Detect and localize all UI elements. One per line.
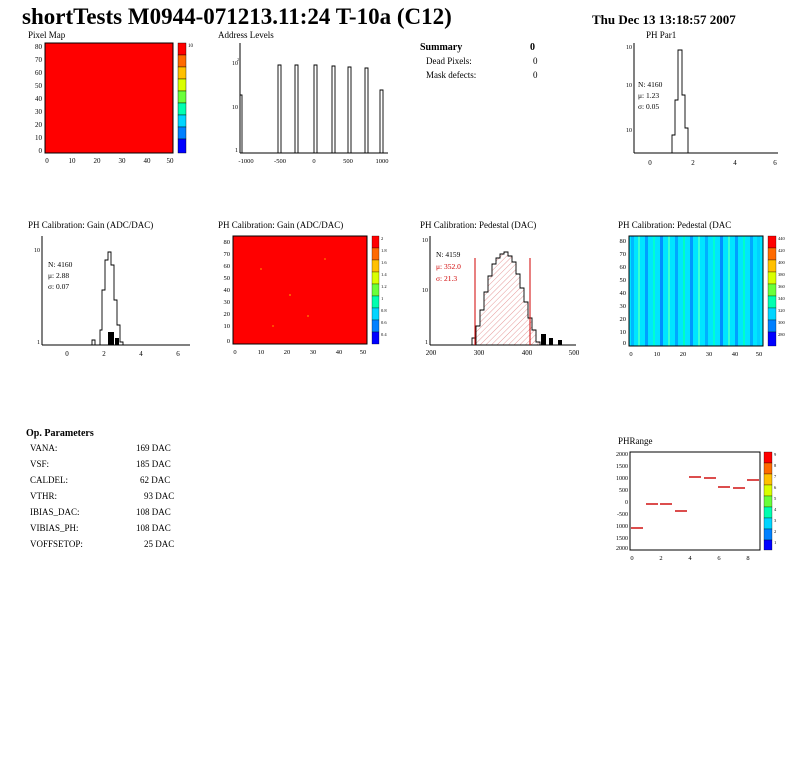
svg-text:1.6: 1.6	[381, 260, 387, 265]
svg-text:380: 380	[778, 272, 785, 277]
svg-text:0: 0	[622, 340, 626, 347]
param-label: VOFFSETOP:	[30, 539, 83, 549]
svg-text:4: 4	[774, 507, 777, 512]
svg-text:0: 0	[648, 159, 652, 167]
svg-text:6: 6	[774, 485, 777, 490]
svg-text:2: 2	[102, 350, 106, 358]
svg-text:1: 1	[425, 340, 428, 346]
svg-text:40: 40	[223, 287, 230, 294]
svg-text:30: 30	[223, 299, 230, 306]
page-title: shortTests M0944-071213.11:24 T-10a (C12)	[22, 4, 452, 29]
svg-text:280: 280	[778, 332, 785, 337]
chart-title: Pixel Map	[28, 30, 66, 40]
svg-text:50: 50	[755, 351, 763, 358]
svg-text:1: 1	[235, 148, 238, 154]
svg-text:10: 10	[626, 128, 632, 134]
summary-row-value: 0	[533, 56, 538, 66]
chart-pedestal-hist[interactable]	[408, 222, 588, 357]
svg-text:10: 10	[68, 157, 76, 165]
param-label: VSF:	[30, 459, 50, 469]
svg-text:-1000: -1000	[238, 158, 254, 165]
stat-sigma: σ: 21.3	[436, 274, 458, 283]
svg-text:30: 30	[35, 108, 42, 116]
svg-text:50: 50	[619, 277, 626, 284]
svg-text:1000: 1000	[616, 524, 628, 530]
op-parameters-block	[26, 428, 236, 555]
svg-text:10: 10	[653, 351, 661, 358]
svg-text:4: 4	[733, 159, 737, 167]
svg-text:50: 50	[359, 349, 367, 356]
svg-text:40: 40	[619, 290, 626, 297]
chart-gain-hist[interactable]	[22, 222, 198, 357]
svg-text:20: 20	[93, 157, 101, 165]
svg-text:40: 40	[335, 349, 343, 356]
svg-text:3: 3	[774, 518, 777, 523]
svg-text:20: 20	[619, 316, 626, 323]
svg-text:10: 10	[232, 105, 238, 111]
svg-text:500: 500	[568, 349, 580, 357]
stat-mu: μ: 352.0	[436, 262, 461, 271]
svg-text:10: 10	[619, 329, 626, 336]
svg-text:50: 50	[166, 157, 174, 165]
svg-text:10: 10	[188, 44, 193, 49]
svg-text:360: 360	[778, 284, 785, 289]
svg-text:60: 60	[619, 264, 626, 271]
param-value: 108 DAC	[136, 507, 171, 517]
chart-title: PH Par1	[646, 30, 677, 40]
svg-text:2: 2	[381, 236, 384, 241]
param-value: 25 DAC	[144, 539, 175, 549]
svg-text:1000: 1000	[616, 476, 628, 482]
summary-row-label: Mask defects:	[426, 70, 477, 80]
svg-text:440: 440	[778, 236, 785, 241]
svg-text:0.8: 0.8	[381, 308, 387, 313]
svg-text:1: 1	[774, 540, 777, 545]
svg-text:1.4: 1.4	[381, 272, 387, 277]
svg-text:70: 70	[35, 56, 42, 64]
svg-text:4: 4	[688, 555, 692, 562]
svg-text:1: 1	[381, 296, 384, 301]
param-value: 108 DAC	[136, 523, 171, 533]
svg-text:40: 40	[35, 95, 42, 103]
svg-text:0: 0	[233, 349, 237, 356]
svg-text:0: 0	[45, 157, 49, 165]
svg-text:420: 420	[778, 248, 785, 253]
svg-text:0: 0	[312, 158, 316, 165]
svg-text:30: 30	[705, 351, 713, 358]
svg-text:6: 6	[176, 350, 180, 358]
svg-text:30: 30	[619, 303, 626, 310]
svg-text:30: 30	[309, 349, 317, 356]
param-label: CALDEL:	[30, 475, 68, 485]
stat-sigma: σ: 0.07	[48, 282, 70, 291]
summary-row-label: Dead Pixels:	[426, 56, 472, 66]
op-parameters-heading: Op. Parameters	[26, 428, 94, 439]
svg-text:9: 9	[774, 452, 777, 457]
svg-text:1000: 1000	[375, 158, 389, 165]
svg-text:1: 1	[37, 340, 40, 346]
summary-heading: Summary	[420, 42, 463, 53]
svg-text:8: 8	[774, 463, 777, 468]
svg-text:1500: 1500	[616, 536, 628, 542]
svg-text:320: 320	[778, 308, 785, 313]
svg-text:0.6: 0.6	[381, 320, 387, 325]
svg-text:4: 4	[139, 350, 143, 358]
svg-text:10: 10	[626, 45, 632, 51]
svg-text:6: 6	[717, 555, 721, 562]
svg-text:0.4: 0.4	[381, 332, 387, 337]
param-value: 93 DAC	[144, 491, 175, 501]
chart-title: PH Calibration: Gain (ADC/DAC)	[218, 220, 344, 230]
svg-text:1500: 1500	[616, 464, 628, 470]
svg-text:70: 70	[619, 251, 626, 258]
svg-text:2: 2	[237, 57, 239, 62]
svg-text:8: 8	[746, 555, 750, 562]
svg-text:1.2: 1.2	[381, 284, 387, 289]
svg-text:2: 2	[774, 529, 777, 534]
svg-text:20: 20	[283, 349, 291, 356]
svg-text:80: 80	[619, 238, 626, 245]
summary-heading-value: 0	[530, 42, 535, 53]
svg-text:400: 400	[521, 349, 533, 357]
chart-title: PHRange	[618, 436, 653, 446]
svg-text:0: 0	[65, 350, 69, 358]
stat-n: N: 4160	[638, 80, 663, 89]
param-label: VANA:	[30, 443, 58, 453]
svg-text:20: 20	[35, 121, 42, 129]
svg-text:2000: 2000	[616, 546, 628, 552]
svg-text:500: 500	[619, 488, 628, 494]
stat-mu: μ: 1.23	[638, 91, 660, 100]
svg-text:300: 300	[778, 320, 785, 325]
chart-ph-par1[interactable]	[616, 30, 786, 167]
chart-title: Address Levels	[218, 30, 274, 40]
svg-text:70: 70	[223, 251, 230, 258]
param-value: 185 DAC	[136, 459, 171, 469]
chart-title: PH Calibration: Gain (ADC/DAC)	[28, 220, 154, 230]
svg-text:0: 0	[625, 500, 628, 506]
svg-text:2: 2	[691, 159, 695, 167]
svg-text:10: 10	[422, 238, 428, 244]
svg-text:40: 40	[731, 351, 739, 358]
svg-text:2: 2	[659, 555, 663, 562]
chart-pedestal-map[interactable]	[604, 222, 796, 357]
svg-text:10: 10	[223, 323, 230, 330]
svg-text:50: 50	[223, 275, 230, 282]
svg-text:7: 7	[774, 474, 777, 479]
svg-text:10: 10	[626, 83, 632, 89]
svg-text:80: 80	[223, 239, 230, 246]
svg-text:5: 5	[774, 496, 777, 501]
svg-text:20: 20	[679, 351, 687, 358]
stat-sigma: σ: 0.05	[638, 102, 660, 111]
svg-text:10: 10	[232, 61, 238, 67]
chart-title: PH Calibration: Pedestal (DAC	[618, 220, 732, 230]
svg-text:0: 0	[38, 147, 42, 155]
svg-text:-500: -500	[617, 512, 628, 518]
svg-text:30: 30	[118, 157, 126, 165]
svg-text:20: 20	[223, 311, 230, 318]
stat-mu: μ: 2.88	[48, 271, 70, 280]
chart-gain-map[interactable]	[212, 222, 392, 357]
svg-text:2000: 2000	[616, 452, 628, 458]
svg-text:400: 400	[778, 260, 785, 265]
param-value: 62 DAC	[140, 475, 171, 485]
param-value: 169 DAC	[136, 443, 171, 453]
param-label: IBIAS_DAC:	[30, 507, 80, 517]
chart-ph-range[interactable]	[604, 436, 796, 562]
chart-pixel-map[interactable]	[26, 30, 196, 165]
svg-text:80: 80	[35, 43, 42, 51]
svg-text:340: 340	[778, 296, 785, 301]
svg-text:300: 300	[473, 349, 485, 357]
param-label: VTHR:	[30, 491, 57, 501]
chart-address-levels[interactable]	[218, 30, 398, 165]
timestamp: Thu Dec 13 13:18:57 2007	[592, 12, 736, 27]
svg-text:10: 10	[34, 248, 40, 254]
svg-text:50: 50	[35, 82, 42, 90]
svg-text:0: 0	[629, 351, 633, 358]
svg-text:10: 10	[257, 349, 265, 356]
svg-text:40: 40	[143, 157, 151, 165]
summary-block	[420, 42, 550, 84]
svg-text:60: 60	[35, 69, 42, 77]
svg-text:10: 10	[422, 288, 428, 294]
param-label: VIBIAS_PH:	[30, 523, 79, 533]
stat-n: N: 4159	[436, 250, 461, 259]
svg-text:60: 60	[223, 263, 230, 270]
svg-text:-500: -500	[274, 158, 286, 165]
summary-row-value: 0	[533, 70, 538, 80]
svg-text:500: 500	[343, 158, 353, 165]
chart-title: PH Calibration: Pedestal (DAC)	[420, 220, 537, 230]
svg-text:200: 200	[425, 349, 437, 357]
svg-text:0: 0	[226, 338, 230, 345]
svg-text:0: 0	[630, 555, 634, 562]
stat-n: N: 4160	[48, 260, 73, 269]
svg-text:1.8: 1.8	[381, 248, 387, 253]
svg-text:6: 6	[773, 159, 777, 167]
svg-text:10: 10	[35, 134, 42, 142]
